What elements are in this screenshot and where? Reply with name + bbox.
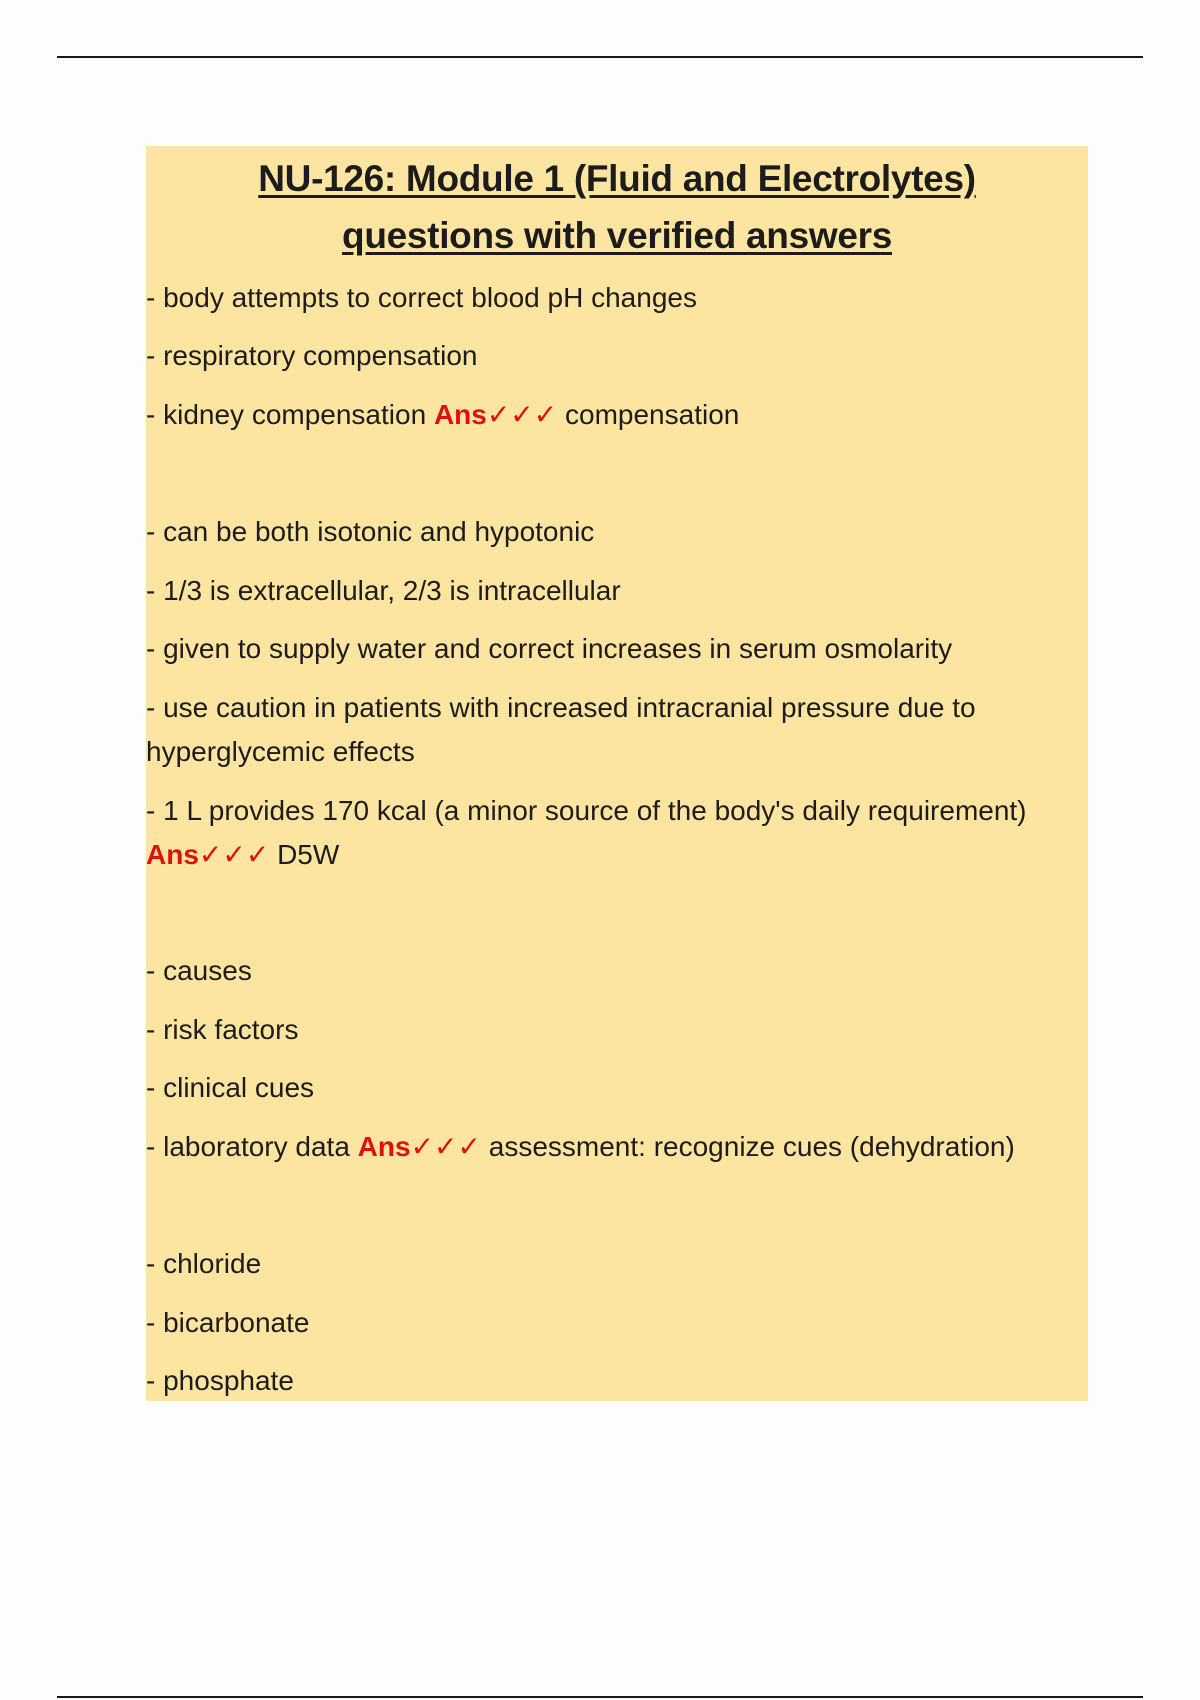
- q2-line-5-text: - 1 L provides 170 kcal (a minor source of the body's daily requirement): [146, 795, 1027, 826]
- title-line-1: NU-126: Module 1 (Fluid and Electrolytes): [258, 158, 976, 199]
- checkmark-icon: ✓✓✓: [198, 839, 270, 870]
- q2-line-2: - 1/3 is extracellular, 2/3 is intracellular: [146, 575, 621, 606]
- q3-line-2: - risk factors: [146, 1014, 299, 1045]
- answer-marker: Ans: [357, 1131, 411, 1162]
- q3-line-4: [146, 1125, 1088, 1169]
- q4-line-3: - phosphate: [146, 1365, 294, 1396]
- footer-rule: [57, 1696, 1143, 1698]
- title-line-2: questions with verified answers: [342, 215, 892, 256]
- q4-line-1: - chloride: [146, 1248, 262, 1279]
- q3-line-3: - clinical cues: [146, 1072, 315, 1103]
- document-title: [146, 150, 1088, 264]
- q3-answer: assessment: recognize cues (dehydration): [488, 1131, 1015, 1162]
- q3-line-1: - causes: [146, 955, 252, 986]
- q2-line-4: - use caution in patients with increased intracranial pressure due to hyperglycemic effects: [146, 692, 976, 767]
- answer-marker: Ans: [433, 399, 487, 430]
- checkmark-icon: ✓✓✓: [486, 399, 558, 430]
- q3-line-4-text: - laboratory data: [146, 1131, 350, 1162]
- q1-line-3-text: - kidney compensation: [146, 399, 427, 430]
- q2-line-5: [146, 789, 1088, 877]
- q1-answer: compensation: [565, 399, 740, 430]
- q1-line-2: - respiratory compensation: [146, 340, 478, 371]
- q1-line-1: - body attempts to correct blood pH changes: [146, 282, 697, 313]
- q2-line-3: - given to supply water and correct increases in serum osmolarity: [146, 633, 953, 664]
- checkmark-icon: ✓✓✓: [410, 1131, 481, 1162]
- q1-line-3: [146, 393, 1088, 437]
- q2-line-1: - can be both isotonic and hypotonic: [146, 516, 595, 547]
- header-rule: [57, 56, 1143, 58]
- q2-answer: D5W: [277, 839, 340, 870]
- q4-line-2: - bicarbonate: [146, 1307, 310, 1338]
- answer-marker: Ans: [146, 839, 199, 870]
